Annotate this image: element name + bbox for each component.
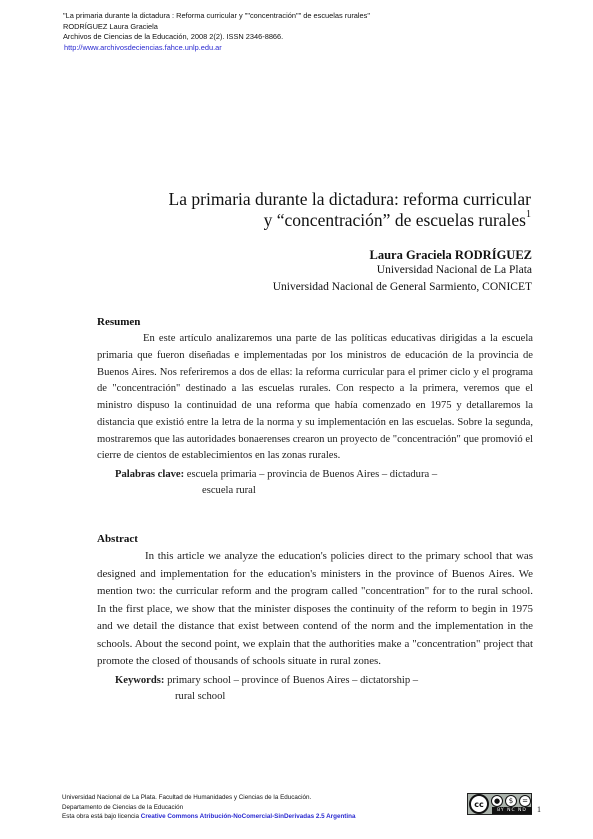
abstract-heading: Abstract <box>97 533 138 545</box>
footnote-mark[interactable]: 1 <box>526 208 531 220</box>
title-line-2-text: y “concentración” de escuelas rurales <box>263 209 526 230</box>
keywords-es-line2: escuela rural <box>202 485 256 496</box>
license-icons <box>491 795 531 807</box>
title-line-2 <box>169 210 531 231</box>
footer-university: Universidad Nacional de La Plata. Facultad de Humanidades y Ciencias de la Educación. <box>62 794 312 801</box>
page-number: 1 <box>537 805 541 814</box>
affiliation-1: Universidad Nacional de La Plata <box>376 264 532 276</box>
author-name: Laura Graciela RODRÍGUEZ <box>369 248 532 262</box>
header-citation-title: "La primaria durante la dictadura : Reforma curricular y ""concentración"" de escuelas rurales" <box>63 11 370 20</box>
header-author: RODRÍGUEZ Laura Graciela <box>63 21 158 31</box>
keywords-label-es: Palabras clave: <box>115 469 185 480</box>
footer-license-line <box>62 812 356 822</box>
resumen-section <box>97 316 533 499</box>
abstract-section <box>97 533 533 705</box>
running-header <box>63 11 370 53</box>
noncommercial-icon: $ <box>505 795 517 807</box>
title-line-1: La primaria durante la dictadura: reforma curricular <box>168 189 531 209</box>
keywords-es-line1: escuela primaria – provincia de Buenos Aires – dictadura – <box>186 469 438 480</box>
header-url-link[interactable]: http://www.archivosdeciencias.fahce.unlp.edu.ar <box>64 42 222 52</box>
keywords-en-line2: rural school <box>175 690 226 702</box>
cc-license-badge[interactable] <box>467 793 532 815</box>
keywords-label-en: Keywords: <box>115 674 165 686</box>
resumen-heading: Resumen <box>97 316 141 328</box>
footer-license-prefix: Esta obra está bajo licencia <box>62 813 140 821</box>
keywords-en-line1: primary school – province of Buenos Aires – dictatorship – <box>167 674 419 686</box>
footer-department: Departamento de Ciencias de la Educación <box>62 803 184 811</box>
page-footer <box>62 793 356 822</box>
affiliation-2: Universidad Nacional de General Sarmiento, CONICET <box>272 281 532 293</box>
license-link[interactable]: Creative Commons Atribución-NoComercial-SinDerivadas 2.5 Argentina <box>140 813 356 821</box>
header-journal: Archivos de Ciencias de la Educación, 2008 2(2). ISSN 2346-8866. <box>63 32 284 41</box>
resumen-text: En este artículo analizaremos una parte de las políticas educativas dirigidas a la escuela primaria que fueron diseñadas e implementadas por los ministros de educación de la provincia de Buenos Aires. Nos referiremos a dos de ellas: la reforma curricular para el primer ciclo y el programa de "concentración" destinado a las escuelas rurales. Con respecto a la primera, veremos que el ministro dispuso la continuidad de una reforma que había comenzado en 1975 y detallaremos la distancia que existió entre la letra de la norma y su implementación en las escuelas. Sobre la segunda, mostraremos que las autoridades bonaerenses crearon un proyecto de "concentración" que promovió el cierre de cientos de establecimientos en las zonas rurales. <box>97 333 533 462</box>
cc-badge-labels: BY NC ND <box>492 807 532 814</box>
abstract-text: In this article we analyze the education's policies direct to the primary school that was designed and implementation for the education's ministers in the province of Buenos Aires. We mention two: the curricular reform and the program called "concentration" for to the rural school. In the first place, we show that the minister disposes the continuity of the reform to begin in 1975 and we detail the distance that exist between contend of the norm and the implementation in the schools. About the second point, we explain that the authorities make a "concentration" project that promote the closed of thousands of schools situate in rural zones. <box>97 550 533 667</box>
person-icon: ● <box>491 795 503 807</box>
resumen-keywords <box>97 467 533 499</box>
paper-title <box>169 189 531 230</box>
abstract-keywords <box>97 673 533 705</box>
noderivs-icon: = <box>519 795 531 807</box>
cc-icon: cc <box>469 794 489 814</box>
